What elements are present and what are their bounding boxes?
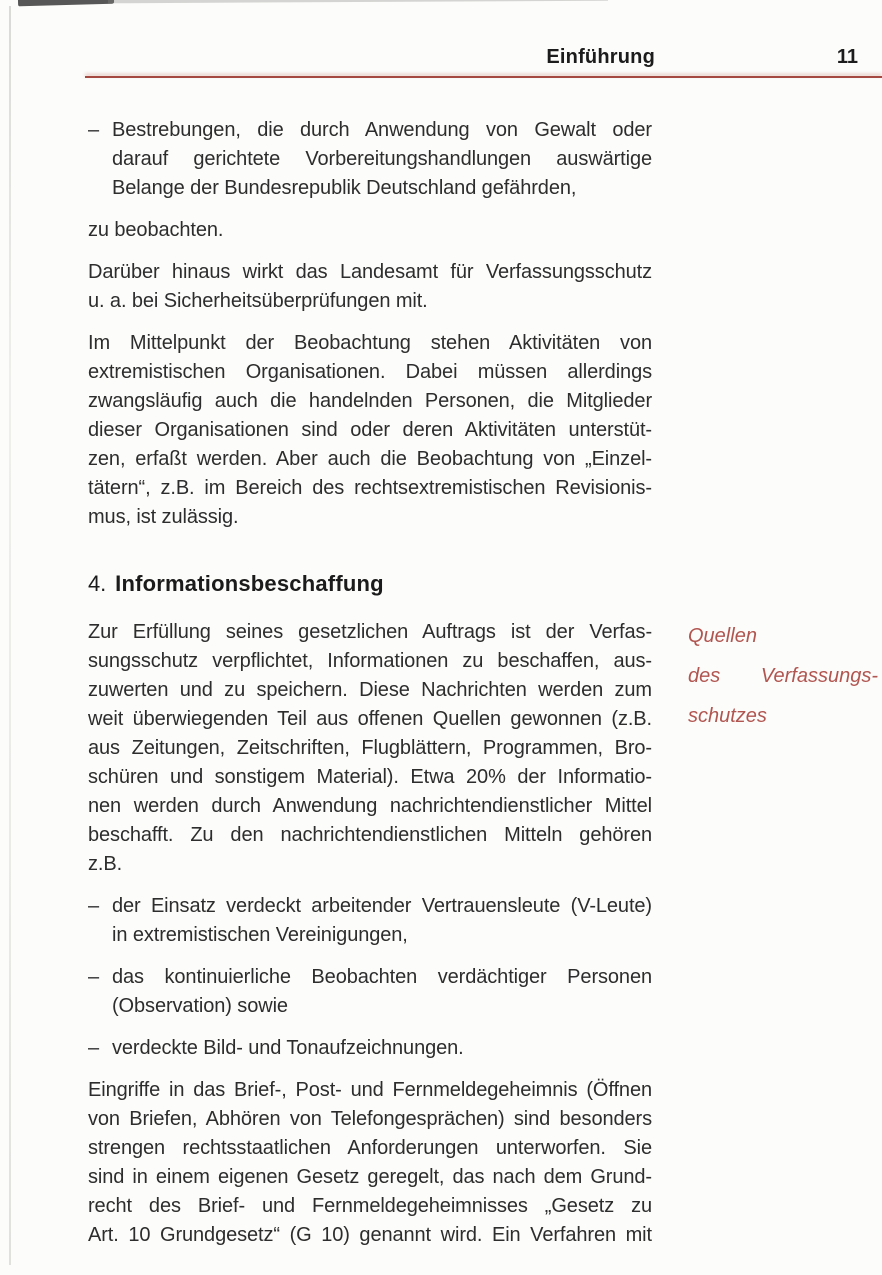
- paragraph-im-mittelpunkt: [88, 329, 652, 532]
- text-line: (Observation) sowie: [112, 995, 288, 1017]
- text-line: extremistischen Organisationen. Dabei müssen allerdings: [88, 361, 652, 383]
- bullet-dash-icon: –: [88, 1037, 100, 1059]
- text-line: aus Zeitungen, Zeitschriften, Flugblättern, Programmen, Bro-: [88, 737, 652, 759]
- page-number: 11: [836, 46, 858, 68]
- scan-corner-smudge: [18, 0, 114, 6]
- text-line: u. a. bei Sicherheitsüberprüfungen mit.: [88, 290, 428, 312]
- paragraph-darueber-hinaus: [88, 258, 652, 316]
- text-line: zwangsläufig auch die handelnden Personen, die Mitglieder: [88, 390, 652, 412]
- section-title: Informationsbeschaffung: [115, 571, 384, 596]
- bullet-item-v-leute: [88, 892, 652, 950]
- bullet-dash-icon: –: [88, 966, 100, 988]
- text-line: zu beobachten.: [88, 219, 224, 241]
- text-line: Belange der Bundesrepublik Deutschland gefährden,: [112, 177, 577, 199]
- text-line: sungsschutz verpflichtet, Informationen zu beschaffen, aus-: [88, 650, 652, 672]
- bullet-dash-icon: –: [88, 119, 100, 141]
- text-line: beschafft. Zu den nachrichtendienstlichen Mitteln gehören: [88, 824, 652, 846]
- section-heading-informationsbeschaffung: [88, 569, 652, 599]
- text-line: zuwerten und zu speichern. Diese Nachrichten werden zum: [88, 679, 652, 701]
- text-line: der Einsatz verdeckt arbeitender Vertrauensleute (V-Leute): [112, 895, 652, 917]
- paragraph-eingriffe: [88, 1076, 652, 1250]
- bullet-text: [112, 892, 652, 950]
- text-line: darauf gerichtete Vorbereitungshandlungen auswärtige: [112, 148, 652, 170]
- paragraph-zur-erfuellung: [88, 618, 652, 879]
- text-line: tätern“, z.B. im Bereich des rechtsextremistischen Revisionis-: [88, 477, 652, 499]
- text-line: sind in einem eigenen Gesetz geregelt, das nach dem Grund-: [88, 1166, 652, 1188]
- text-line: Eingriffe in das Brief-, Post- und Fernmeldegeheimnis (Öffnen: [88, 1079, 652, 1101]
- text-line: dieser Organisationen sind oder deren Aktivitäten unterstüt-: [88, 419, 652, 441]
- margin-note-quellen: [688, 616, 878, 736]
- text-line: schüren und sonstigem Material). Etwa 20% der Informatio-: [88, 766, 652, 788]
- text-line: von Briefen, Abhören von Telefongesprächen) sind besonders: [88, 1108, 652, 1130]
- text-line: recht des Brief- und Fernmeldegeheimnisses „Gesetz zu: [88, 1195, 652, 1217]
- text-line: des Verfassungs-: [688, 665, 878, 687]
- header-rule-divider: [85, 76, 882, 78]
- text-line: Quellen: [688, 625, 757, 647]
- text-line: Bestrebungen, die durch Anwendung von Gewalt oder: [112, 119, 652, 141]
- section-number: 4.: [88, 571, 107, 596]
- bullet-item-aufzeichnungen: [88, 1034, 652, 1063]
- text-line: weit überwiegenden Teil aus offenen Quellen gewonnen (z.B.: [88, 708, 652, 730]
- bullet-text: [112, 1034, 652, 1063]
- scan-top-edge-shadow: [108, 0, 608, 3]
- scan-page-edge-line: [9, 6, 11, 1265]
- bullet-text: [112, 963, 652, 1021]
- text-line: das kontinuierliche Beobachten verdächtiger Personen: [112, 966, 652, 988]
- text-line: nen werden durch Anwendung nachrichtendienstlicher Mittel: [88, 795, 652, 817]
- text-line: in extremistischen Vereinigungen,: [112, 924, 408, 946]
- text-line: Darüber hinaus wirkt das Landesamt für Verfassungsschutz: [88, 261, 652, 283]
- bullet-dash-icon: –: [88, 895, 100, 917]
- bullet-text: [112, 116, 652, 203]
- bullet-item-observation: [88, 963, 652, 1021]
- text-line: Im Mittelpunkt der Beobachtung stehen Aktivitäten von: [88, 332, 652, 354]
- paragraph-zu-beobachten: [88, 216, 652, 245]
- text-line: schutzes: [688, 705, 767, 727]
- text-line: verdeckte Bild- und Tonaufzeichnungen.: [112, 1037, 464, 1059]
- running-header-title: Einführung: [546, 46, 655, 68]
- text-line: Zur Erfüllung seines gesetzlichen Auftrags ist der Verfas-: [88, 621, 652, 643]
- text-line: Art. 10 Grundgesetz“ (G 10) genannt wird. Ein Verfahren mit: [88, 1224, 652, 1246]
- text-line: mus, ist zulässig.: [88, 506, 239, 528]
- text-line: strengen rechtsstaatlichen Anforderungen unterworfen. Sie: [88, 1137, 652, 1159]
- body-text-column: [88, 116, 652, 1263]
- text-line: z.B.: [88, 853, 123, 875]
- bullet-item-bestrebungen: [88, 116, 652, 203]
- text-line: zen, erfaßt werden. Aber auch die Beobachtung von „Einzel-: [88, 448, 652, 470]
